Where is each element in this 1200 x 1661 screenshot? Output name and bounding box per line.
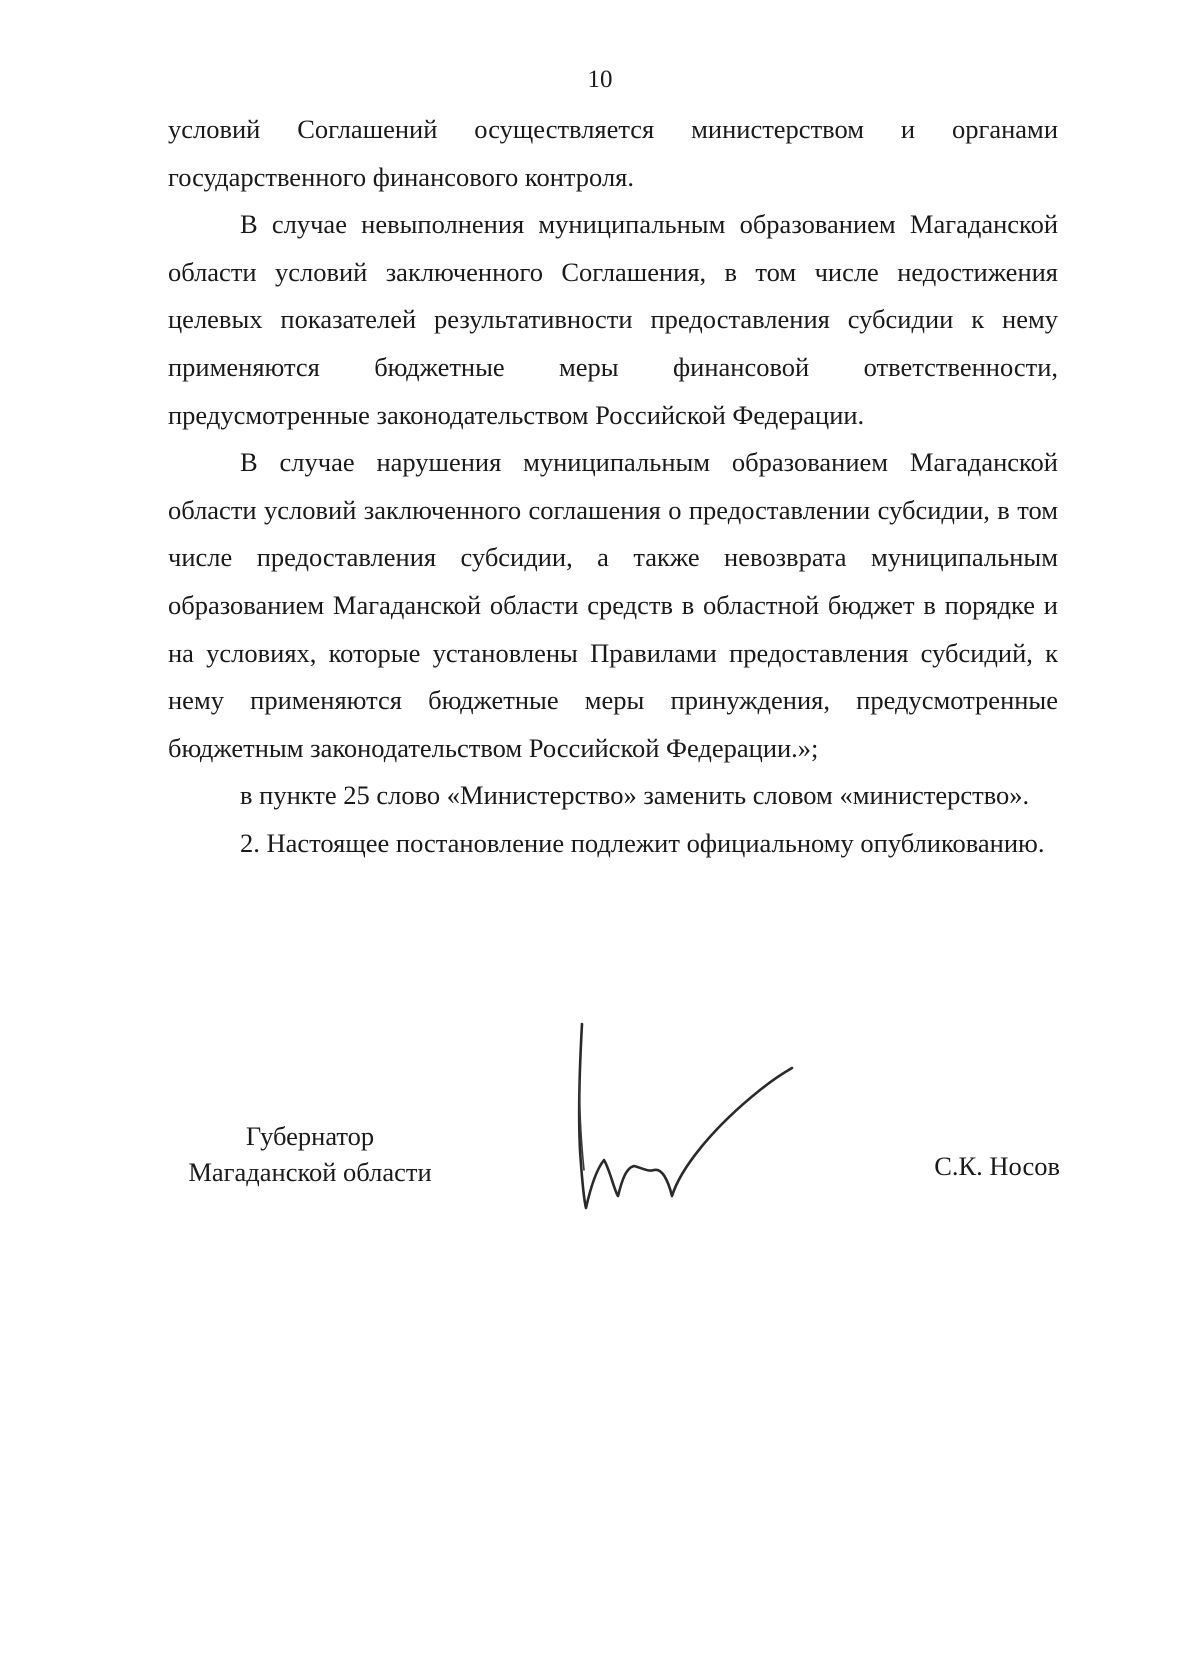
signatory-position <box>160 1118 460 1190</box>
paragraph-non-fulfillment: В случае невыполнения муниципальным образованием Магаданской области условий заключенного Соглашения, в том числе недостижения целевых показателей результативности предоставления субсидии к нему применяются бюджетные меры финансовой ответственности, предусмотренные законодательством Российской Федерации. <box>168 209 1058 430</box>
document-body <box>168 106 1058 868</box>
handwritten-signature <box>560 1020 820 1220</box>
signatory-region: Магаданской области <box>188 1157 432 1187</box>
paragraph-publication: 2. Настоящее постановление подлежит официальному опубликованию. <box>240 827 1045 858</box>
paragraph-violation: В случае нарушения муниципальным образованием Магаданской области условий заключенного соглашения о предоставлении субсидии, в том числе предоставления субсидии, а также невозврата муниципальным образованием Магаданской области средств в областной бюджет в порядке и на условиях, которые установлены Правилами предоставления субсидий, к нему применяются бюджетные меры принуждения, предусмотренные бюджетным законодательством Российской Федерации.»; <box>168 447 1058 763</box>
signatory-title: Губернатор <box>245 1121 375 1151</box>
paragraph-continuation: условий Соглашений осуществляется министерством и органами государственного финансового контроля. <box>168 114 1058 192</box>
signatory-name: С.К. Носов <box>934 1151 1060 1181</box>
paragraph-amendment-item-25: в пункте 25 слово «Министерство» заменить словом «министерство». <box>240 780 1030 811</box>
page-number: 10 <box>587 66 613 93</box>
